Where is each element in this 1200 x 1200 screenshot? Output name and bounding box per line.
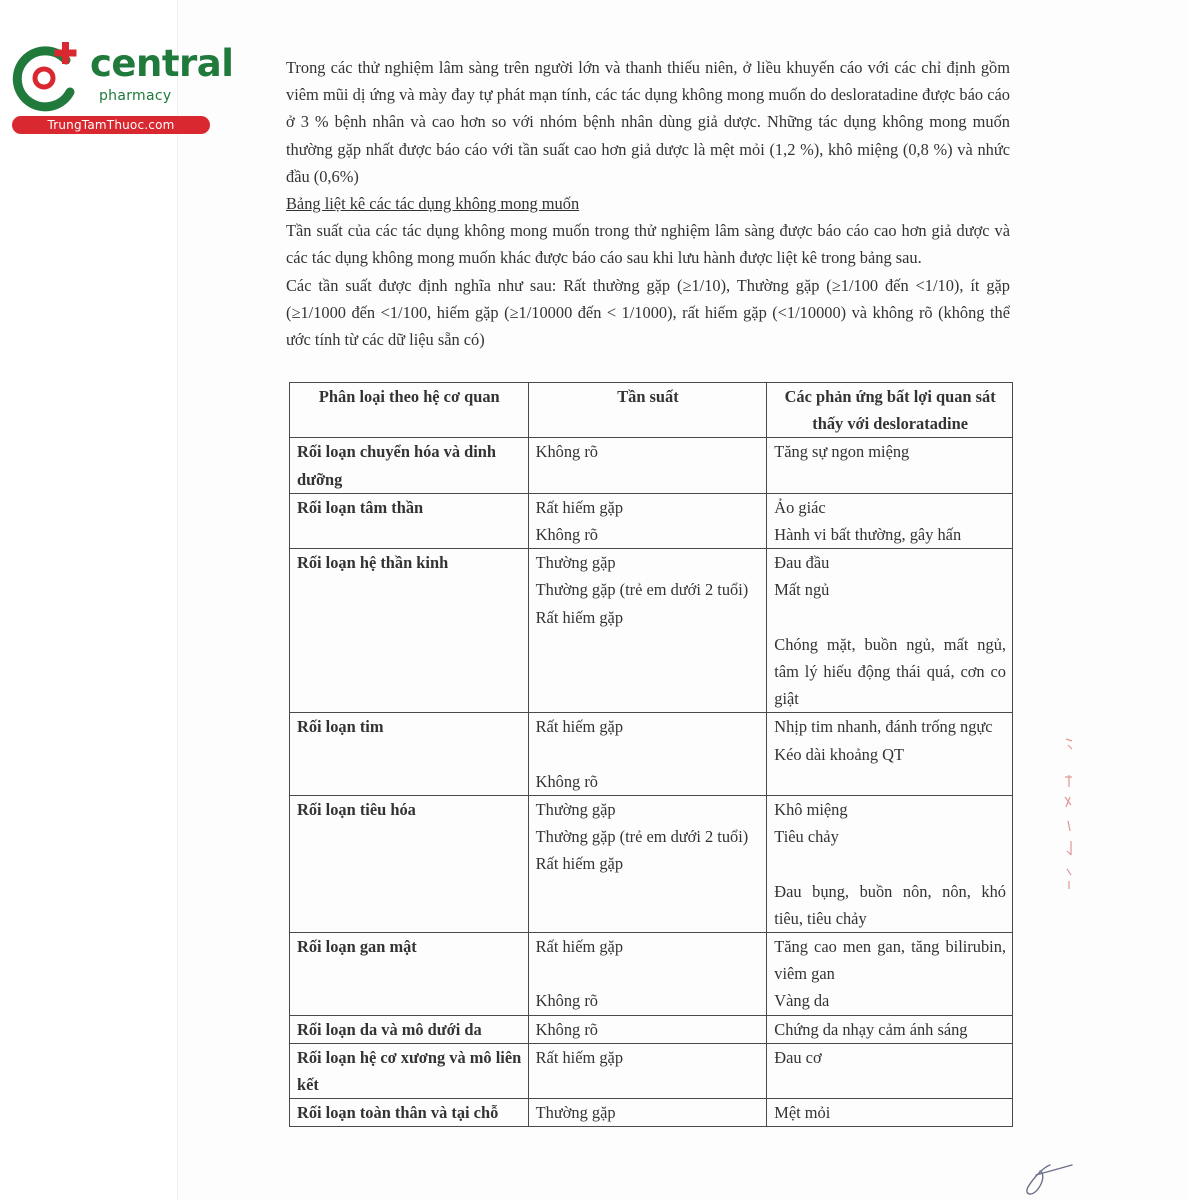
organ-system-cell: Rối loạn tiêu hóa (290, 796, 529, 933)
table-row (290, 493, 1013, 548)
frequency-cell: Không rõ (528, 438, 767, 493)
brand-site-link[interactable]: TrungTamThuoc.com (12, 116, 210, 134)
table-row (290, 1099, 1013, 1127)
document-body (286, 54, 1010, 353)
intro-paragraph: Trong các thử nghiệm lâm sàng trên người lớn và thanh thiếu niên, ở liều khuyến cáo với các chỉ định gồm viêm mũi dị ứng và mày đay tự phát mạn tính, các tác dụng không mong muốn do desloratadine được báo cáo ở 3 % bệnh nhân và cao hơn so với nhóm bệnh nhân dùng giả dược. Những tác dụng không mong muốn thường gặp nhất được báo cáo với tần suất cao hơn giả dược là mệt mỏi (1,2 %), khô miệng (0,8 %) và nhức đầu (0,6%) (286, 58, 1010, 186)
reaction-cell: Chứng da nhạy cảm ánh sáng (767, 1015, 1013, 1043)
central-pharmacy-logo[interactable] (10, 36, 234, 136)
reaction-cell: Tăng sự ngon miệng (767, 438, 1013, 493)
frequency-paragraph: Tần suất của các tác dụng không mong muốn trong thử nghiệm lâm sàng được báo cáo cao hơn giả dược và các tác dụng không mong muốn khác được báo cáo sau khi lưu hành được liệt kê trong bảng sau. (286, 221, 1010, 268)
table-row (290, 796, 1013, 933)
header-organ-system: Phân loại theo hệ cơ quan (290, 383, 529, 438)
table-row (290, 713, 1013, 796)
reaction-cell: Đau cơ (767, 1043, 1013, 1098)
frequency-cell: Rất hiếm gặp (528, 1043, 767, 1098)
brand-subtitle: pharmacy (99, 88, 172, 104)
organ-system-cell: Rối loạn toàn thân và tại chỗ (290, 1099, 529, 1127)
table-row (290, 438, 1013, 493)
reaction-cell: Đau đầu Mất ngủ Chóng mặt, buồn ngủ, mất ngủ, tâm lý hiếu động thái quá, cơn co giật (767, 549, 1013, 713)
header-frequency: Tần suất (528, 383, 767, 438)
frequency-cell: Rất hiếm gặp Không rõ (528, 713, 767, 796)
adverse-effects-table (289, 382, 1013, 1127)
logo-mark-icon (10, 40, 88, 118)
table-row (290, 1043, 1013, 1098)
frequency-cell: Không rõ (528, 1015, 767, 1043)
brand-name: central (90, 42, 234, 85)
reaction-cell: Tăng cao men gan, tăng bilirubin, viêm gan Vàng da (767, 933, 1013, 1016)
organ-system-cell: Rối loạn tim (290, 713, 529, 796)
reaction-cell: Ảo giác Hành vi bất thường, gây hấn (767, 493, 1013, 548)
organ-system-cell: Rối loạn gan mật (290, 933, 529, 1016)
organ-system-cell: Rối loạn chuyển hóa và dinh dưỡng (290, 438, 529, 493)
frequency-cell: Thường gặp Thường gặp (trẻ em dưới 2 tuổi) Rất hiếm gặp (528, 549, 767, 713)
organ-system-cell: Rối loạn da và mô dưới da (290, 1015, 529, 1043)
organ-system-cell: Rối loạn hệ cơ xương và mô liên kết (290, 1043, 529, 1098)
definition-paragraph: Các tần suất được định nghĩa như sau: Rất thường gặp (≥1/10), Thường gặp (≥1/100 đến <1/10), ít gặp (≥1/1000 đến <1/100, hiếm gặp (≥1/10000 đến < 1/1000), rất hiếm gặp (<1/10000) và không rõ (không thể ước tính từ các dữ liệu sẵn có) (286, 275, 1010, 350)
table-row (290, 549, 1013, 713)
frequency-cell: Thường gặp (528, 1099, 767, 1127)
reaction-cell: Mệt mỏi (767, 1099, 1013, 1127)
reaction-cell: Khô miệng Tiêu chảy Đau bụng, buồn nôn, nôn, khó tiêu, tiêu chảy (767, 796, 1013, 933)
signature-icon (1014, 1155, 1076, 1200)
stamp-fragment-icon (1062, 735, 1076, 895)
table-row (290, 933, 1013, 1016)
frequency-cell: Rất hiếm gặp Không rõ (528, 933, 767, 1016)
table-header-row (290, 383, 1013, 438)
table-row (290, 1015, 1013, 1043)
header-reactions: Các phản ứng bất lợi quan sát thấy với desloratadine (767, 383, 1013, 438)
frequency-cell: Rất hiếm gặp Không rõ (528, 493, 767, 548)
organ-system-cell: Rối loạn hệ thần kinh (290, 549, 529, 713)
reaction-cell: Nhịp tim nhanh, đánh trống ngực Kéo dài khoảng QT (767, 713, 1013, 796)
frequency-cell: Thường gặp Thường gặp (trẻ em dưới 2 tuổi) Rất hiếm gặp (528, 796, 767, 933)
table-heading: Bảng liệt kê các tác dụng không mong muốn (286, 194, 580, 214)
organ-system-cell: Rối loạn tâm thần (290, 493, 529, 548)
